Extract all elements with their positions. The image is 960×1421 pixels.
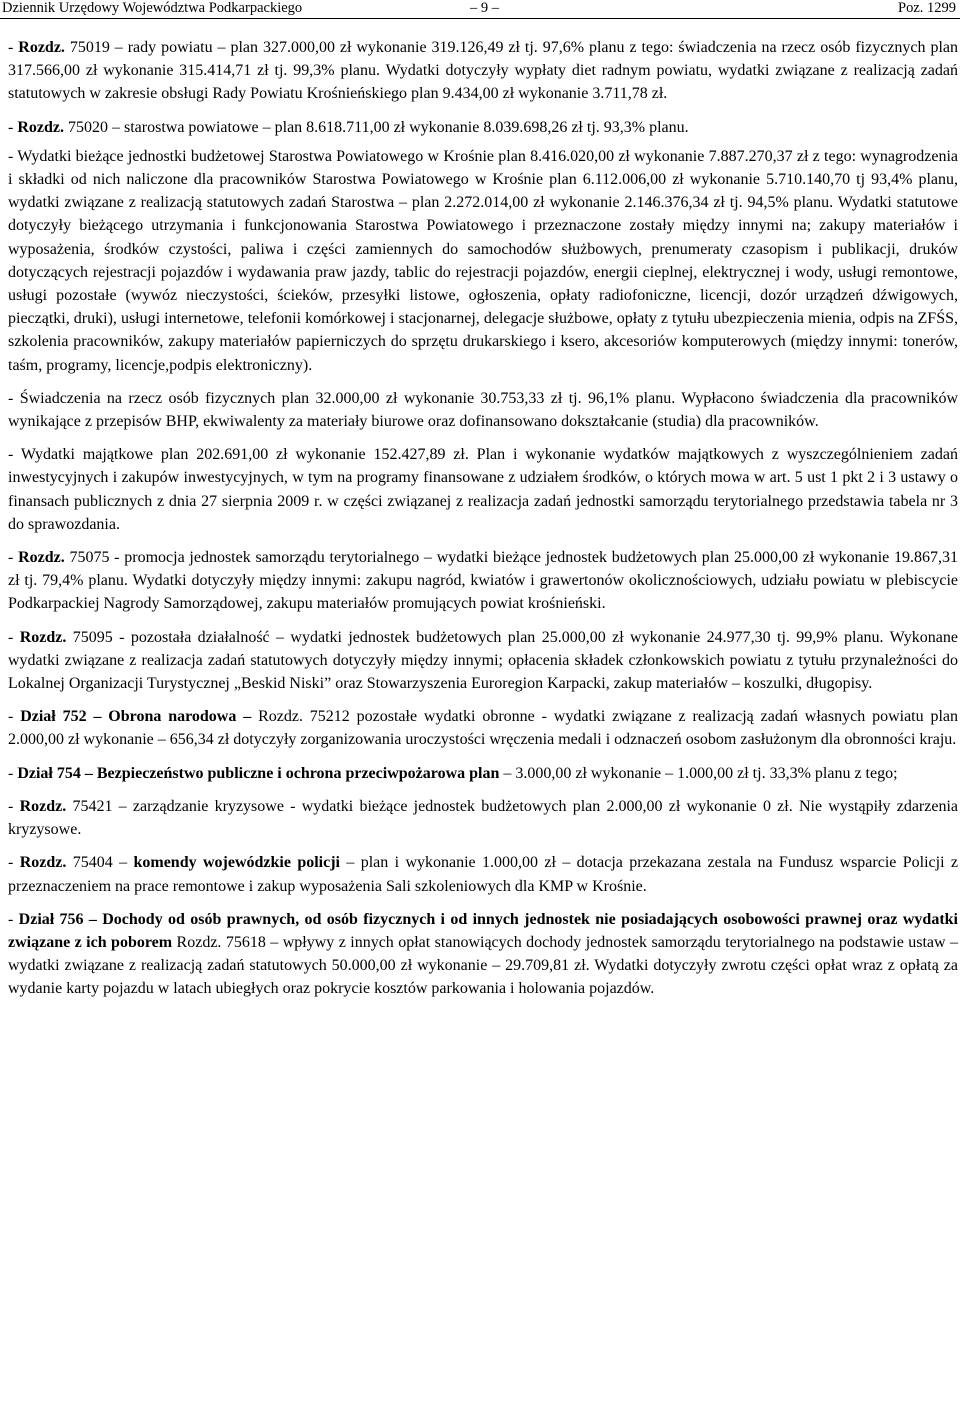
paragraph-rozdz-75075: - Rozdz. 75075 - promocja jednostek samorządu terytorialnego – wydatki bieżące jednostek budżetowych plan 25.000,00 zł wykonanie 19.867,31 zł tj. 79,4% planu. Wydatki dotyczyły między innymi: zakupu nagród, kwiatów i grawertonów okolicznościowych, udziału powiatu w plebiscycie Podkarpackiej Nagrody Samorządowej, zakupu materiałów promujących powiat krośnieński. [8, 549, 958, 613]
position-number: Poz. 1299 [898, 0, 956, 16]
page-number: – 9 – [470, 0, 499, 16]
paragraph-rozdz-75019: - Rozdz. 75019 – rady powiatu – plan 327.000,00 zł wykonanie 319.126,49 zł tj. 97,6% planu z tego: świadczenia na rzecz osób fizycznych plan 317.566,00 zł wykonanie 315.414,71 zł tj. 99,3% planu. Wydatki dotyczyły wypłaty diet radnym powiatu, wydatki związane z realizacją zadań statutowych w zakresie obsługi Rady Powiatu Krośnieńskiego plan 9.434,00 zł wykonanie 3.711,78 zł. [8, 39, 959, 103]
paragraph-dzial-756: - Dział 756 – Dochody od osób prawnych, od osób fizycznych i od innych jednostek nie posiadających osobowości prawnej oraz wydatki związane z ich poborem Rozdz. 75618 – wpływy z innych opłat stanowiących dochody jednostek samorządu terytorialnego na podstawie ustaw – wydatki związane z realizacją zadań statutowych 50.000,00 zł wykonanie – 29.709,81 zł. Wydatki dotyczyły zwrotu części opłat wraz z opłatą za wydanie karty pojazdu w latach ubiegłych oraz pokrycie kosztów parkowania i holowania pojazdów. [8, 910, 959, 998]
paragraph-wydatki-biezace: - Wydatki bieżące jednostki budżetowej Starostwa Powiatowego w Krośnie plan 8.416.020,00 zł wykonanie 7.887.270,37 zł z tego: wynagrodzenia i składki od nich naliczone dla pracowników Starostwa Powiatowego w Krośnie plan 6.112.006,00 zł wykonanie 5.710.140,70 tj 93,4% planu, wydatki związane z realizacją statutowych zadań Starostwa – plan 2.272.014,00 zł wykonanie 2.146.376,34 zł tj. 94,5% planu. Wydatki statutowe dotyczyły bieżącego utrzymania i funkcjonowania Starostwa Powiatowego i przeznaczone zostały między innymi na; zakupy materiałów i wyposażenia, środków czystości, paliwa i części zamiennych do samochodów służbowych, prenumeraty czasopism i publikacji, druków dotyczących rejestracji pojazdów i wydawania praw jazdy, tablic do rejestracji pojazdów, energii cieplnej, elektrycznej i wody, usługi remontowe, usługi pozostałe (wywóz nieczystości, ścieków, przesyłki listowe, ogłoszenia, opłaty radiofoniczne, licencji, dozór urządzeń dźwigowych, pieczątki, druki), usługi internetowe, telefonii komórkowej i stacjonarnej, delegacje służbowe, opłaty z tytułu ubezpieczenia mienia, odpis na ZFŚS, szkolenia pracowników, zakupy materiałów papierniczych do sprzętu drukarskiego i ksero, akcesoriów komputerowych (między innymi: tonerów, taśm, programy, licencje,podpis elektroniczny). [8, 147, 958, 374]
paragraph-swiadczenia: - Świadczenia na rzecz osób fizycznych plan 32.000,00 zł wykonanie 30.753,33 zł tj. 96,1% planu. Wypłacono świadczenia dla pracowników wynikające z przepisów BHP, ekwiwalenty za materiały biurowe oraz dofinansowano dokształcanie (studia) dla pracowników. [8, 389, 958, 431]
header-rule [0, 18, 960, 19]
paragraph-wydatki-majatkowe: - Wydatki majątkowe plan 202.691,00 zł wykonanie 152.427,89 zł. Plan i wykonanie wydatków majątkowych z wyszczególnieniem zadań inwestycyjnych i zakupów inwestycyjnych, w tym na programy finansowane z udziałem środków, o których mowa w art. 5 ust 1 pkt 2 i 3 ustawy o finansach publicznych z dnia 27 sierpnia 2009 r. w części związanej z realizacja zadań jednostki samorządu terytorialnego przedstawia tabela nr 3 do sprawozdania. [8, 446, 958, 533]
paragraph-rozdz-75404: - Rozdz. 75404 – komendy wojewódzkie policji – plan i wykonanie 1.000,00 zł – dotacja przekazana zestala na Fundusz wsparcie Policji z przeznaczeniem na prace remontowe i zakup wyposażenia Sali szkoleniowych dla KMP w Krośnie. [8, 854, 959, 895]
page-header [0, 0, 960, 22]
paragraph-dzial-752: - Dział 752 – Obrona narodowa – Rozdz. 75212 pozostałe wydatki obronne - wydatki związane z realizacją zadań własnych powiatu plan 2.000,00 zł wykonanie – 656,34 zł dotyczyły zorganizowania uroczystości wręczenia medali i odznaczeń osobom zasłużonym dla obronności kraju. [8, 708, 959, 749]
document-body [8, 36, 958, 1011]
paragraph-rozdz-75020: - Rozdz. 75020 – starostwa powiatowe – plan 8.618.711,00 zł wykonanie 8.039.698,26 zł tj. 93,3% planu. [8, 118, 689, 136]
paragraph-dzial-754: - Dział 754 – Bezpieczeństwo publiczne i ochrona przeciwpożarowa plan – 3.000,00 zł wykonanie – 1.000,00 zł tj. 33,3% planu z tego; [8, 764, 898, 782]
journal-title: Dziennik Urzędowy Województwa Podkarpackiego [2, 0, 303, 16]
paragraph-rozdz-75421: - Rozdz. 75421 – zarządzanie kryzysowe - wydatki bieżące jednostek budżetowych plan 2.000,00 zł wykonanie 0 zł. Nie wystąpiły zdarzenia kryzysowe. [8, 797, 958, 839]
paragraph-rozdz-75095: - Rozdz. 75095 - pozostała działalność – wydatki jednostek budżetowych plan 25.000,00 zł wykonanie 24.977,30 tj. 99,9% planu. Wykonane wydatki związane z realizacja zadań statutowych dotyczyły między innymi; opłacenia składek członkowskich powiatu z tytułu przynależności do Lokalnej Organizacji Turystycznej „Beskid Niski” oraz Stowarzyszenia Euroregion Karpacki, zakup materiałów – koszulki, długopisy. [8, 628, 958, 693]
